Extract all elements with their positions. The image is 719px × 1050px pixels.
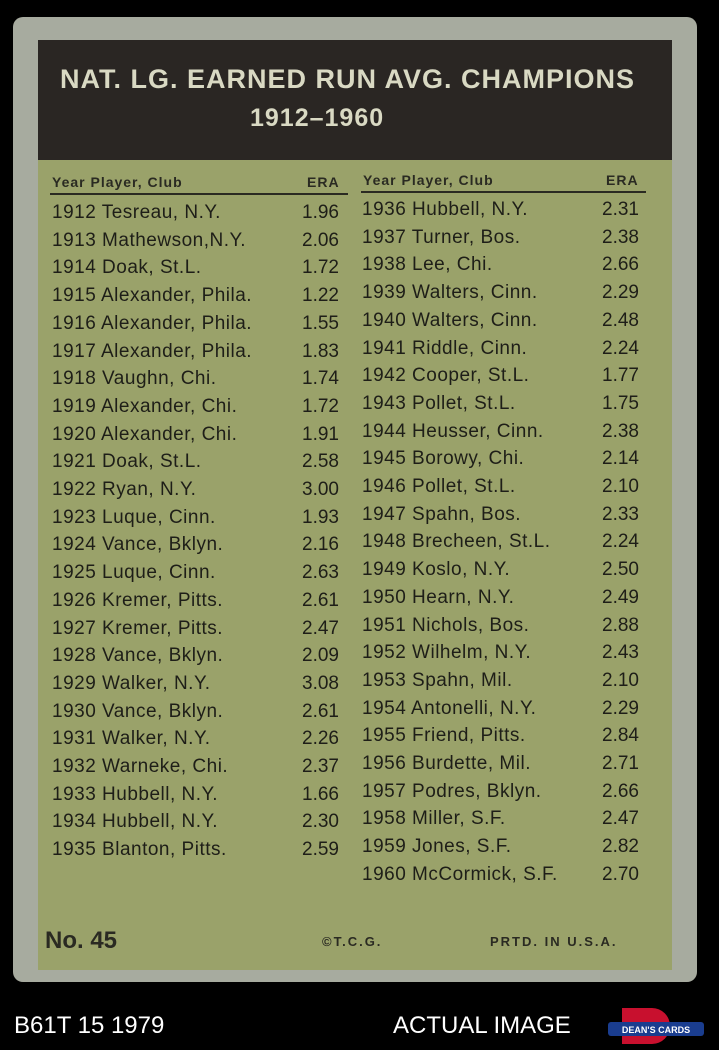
era-value: 2.48 [602, 309, 639, 331]
left-col-header-era: ERA [307, 174, 340, 190]
table-row: 1941 Riddle, Cinn. [362, 337, 528, 359]
table-row: 1917 Alexander, Phila. [52, 340, 253, 362]
header-band [38, 40, 672, 160]
era-value: 2.59 [302, 839, 339, 861]
era-value: 2.26 [302, 728, 339, 750]
era-value: 2.24 [602, 337, 639, 359]
table-row: 1946 Pollet, St.L. [362, 476, 516, 497]
right-col-header-player: Year Player, Club [363, 172, 494, 188]
era-value: 2.43 [602, 642, 639, 664]
table-row: 1953 Spahn, Mil. [362, 669, 513, 691]
table-row: 1944 Heusser, Cinn. [362, 420, 544, 442]
table-row: 1948 Brecheen, St.L. [362, 531, 551, 553]
era-value: 1.83 [302, 340, 339, 362]
table-row: 1952 Wilhelm, N.Y. [362, 642, 532, 664]
right-header-rule [361, 191, 646, 193]
copyright: ©T.C.G. [322, 934, 383, 949]
table-row: 1958 Miller, S.F. [362, 808, 506, 830]
caption-left: B61T 15 1979 [14, 1012, 165, 1039]
era-value: 2.82 [602, 836, 639, 858]
era-value: 2.16 [302, 534, 339, 556]
era-value: 2.71 [602, 753, 639, 774]
table-row: 1928 Vance, Bklyn. [52, 645, 224, 667]
table-row: 1940 Walters, Cinn. [362, 309, 538, 331]
era-value: 2.38 [602, 226, 639, 248]
era-value: 1.96 [302, 202, 339, 223]
era-value: 1.74 [302, 368, 339, 390]
era-value: 2.29 [602, 697, 639, 719]
table-row: 1950 Hearn, N.Y. [362, 586, 515, 608]
era-value: 2.66 [602, 254, 639, 276]
era-value: 2.58 [302, 451, 339, 473]
table-row: 1937 Turner, Bos. [362, 226, 521, 248]
table-row: 1945 Borowy, Chi. [362, 448, 525, 470]
table-row: 1923 Luque, Cinn. [52, 506, 216, 528]
era-value: 1.77 [602, 365, 639, 387]
table-row: 1920 Alexander, Chi. [52, 423, 238, 445]
table-row: 1956 Burdette, Mil. [362, 753, 531, 774]
table-row: 1949 Koslo, N.Y. [362, 559, 511, 581]
era-value: 2.50 [602, 559, 639, 581]
printed-in: PRTD. IN U.S.A. [490, 934, 618, 949]
table-row: 1931 Walker, N.Y. [52, 728, 211, 750]
era-value: 1.75 [602, 392, 639, 414]
era-value: 2.63 [302, 562, 339, 584]
table-row: 1912 Tesreau, N.Y. [52, 202, 221, 223]
table-row: 1924 Vance, Bklyn. [52, 534, 224, 556]
table-row: 1947 Spahn, Bos. [362, 503, 522, 525]
table-row: 1930 Vance, Bklyn. [52, 700, 224, 722]
era-value: 2.70 [602, 863, 639, 885]
era-value: 2.88 [602, 614, 639, 636]
era-value: 1.72 [302, 395, 339, 417]
logo-text: DEAN'S CARDS [621, 1025, 691, 1035]
table-row: 1934 Hubbell, N.Y. [52, 811, 219, 833]
era-value: 2.61 [302, 589, 339, 611]
era-value: 1.22 [302, 285, 339, 307]
era-value: 2.61 [302, 700, 339, 722]
table-row: 1955 Friend, Pitts. [362, 725, 526, 747]
era-value: 3.08 [302, 672, 339, 694]
table-row: 1919 Alexander, Chi. [52, 395, 238, 417]
table-row: 1926 Kremer, Pitts. [52, 589, 224, 611]
era-value: 2.47 [602, 808, 639, 830]
era-value: 1.72 [302, 257, 339, 279]
era-value: 2.33 [602, 503, 639, 525]
table-row: 1921 Doak, St.L. [52, 451, 202, 473]
table-row: 1954 Antonelli, N.Y. [362, 697, 537, 719]
table-row: 1959 Jones, S.F. [362, 836, 512, 858]
table-row: 1925 Luque, Cinn. [52, 562, 216, 584]
era-value: 2.37 [302, 756, 339, 777]
card-title: NAT. LG. EARNED RUN AVG. CHAMPIONS [60, 64, 636, 94]
deans-cards-logo [602, 1006, 706, 1046]
era-value: 2.30 [302, 811, 339, 833]
table-row: 1939 Walters, Cinn. [362, 282, 538, 304]
table-row: 1922 Ryan, N.Y. [52, 479, 197, 500]
era-value: 2.06 [302, 229, 339, 251]
card-number: No. 45 [45, 927, 118, 954]
table-row: 1942 Cooper, St.L. [362, 365, 530, 387]
era-value: 1.55 [302, 312, 339, 334]
era-value: 2.38 [602, 420, 639, 442]
left-col-header-player: Year Player, Club [52, 174, 183, 190]
era-value: 2.47 [302, 617, 339, 639]
era-value: 2.84 [602, 725, 639, 747]
era-value: 3.00 [302, 479, 339, 500]
card-subtitle: 1912–1960 [250, 104, 385, 132]
era-value: 2.29 [602, 282, 639, 304]
right-col-header-era: ERA [606, 172, 639, 188]
era-value: 2.31 [602, 199, 639, 220]
table-row: 1943 Pollet, St.L. [362, 392, 516, 414]
table-row: 1913 Mathewson,N.Y. [52, 229, 246, 251]
table-row: 1914 Doak, St.L. [52, 257, 202, 279]
era-value: 2.09 [302, 645, 339, 667]
table-row: 1960 McCormick, S.F. [362, 863, 558, 885]
table-row: 1957 Podres, Bklyn. [362, 780, 542, 802]
table-row: 1927 Kremer, Pitts. [52, 617, 224, 639]
table-row: 1935 Blanton, Pitts. [52, 839, 227, 861]
table-row: 1929 Walker, N.Y. [52, 672, 211, 694]
table-row: 1938 Lee, Chi. [362, 254, 493, 276]
table-row: 1933 Hubbell, N.Y. [52, 783, 219, 805]
table-row: 1915 Alexander, Phila. [52, 285, 253, 307]
left-header-rule [50, 193, 348, 195]
era-value: 2.14 [602, 448, 639, 470]
era-value: 1.93 [302, 506, 339, 528]
era-value: 2.24 [602, 531, 639, 553]
era-value: 1.91 [302, 423, 339, 445]
era-value: 2.10 [602, 669, 639, 691]
era-value: 2.66 [602, 780, 639, 802]
table-row: 1916 Alexander, Phila. [52, 312, 253, 334]
era-value: 1.66 [302, 783, 339, 805]
table-row: 1918 Vaughn, Chi. [52, 368, 217, 390]
table-row: 1936 Hubbell, N.Y. [362, 199, 529, 220]
table-row: 1932 Warneke, Chi. [52, 756, 229, 777]
caption-right: ACTUAL IMAGE [393, 1012, 571, 1039]
era-value: 2.10 [602, 476, 639, 497]
era-value: 2.49 [602, 586, 639, 608]
table-row: 1951 Nichols, Bos. [362, 614, 530, 636]
